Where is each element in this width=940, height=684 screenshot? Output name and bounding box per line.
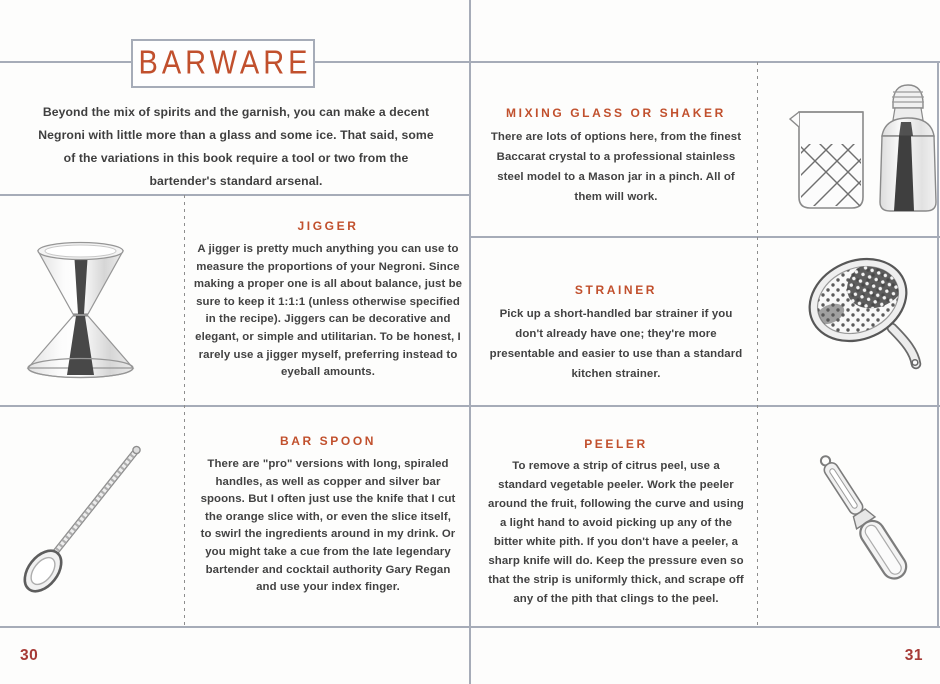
julep-strainer-illustration xyxy=(800,252,935,380)
chapter-title-box xyxy=(131,39,315,88)
section-heading-peeler: PEELER xyxy=(584,437,648,451)
page-number-right: 31 xyxy=(904,647,923,664)
section-heading-jigger: JIGGER xyxy=(297,219,359,233)
chapter-intro-text: Beyond the mix of spirits and the garnish, you can make a decent Negroni with little more than a glass and some ice. That said, some of the variations in this book require a tool or two from the bartender's standard arsenal. xyxy=(38,105,434,188)
right-row-rule-1 xyxy=(470,236,940,238)
section-body-mixing-glass: There are lots of options here, from the finest Baccarat crystal to a professional stainless steel model to a Mason jar in a pinch. All of them will work. xyxy=(490,131,742,203)
section-body-jigger: A jigger is pretty much anything you can use to measure the proportions of your Negroni. Since making a proper one is all about balance, just be sure to keep it 1:1:1 (unless otherwise specified in the recipe). Jiggers can be decorative and elegant, or simple and utilitarian. To be honest, I rarely use a jigger myself, preferring instead to eyeball amounts. xyxy=(193,243,463,379)
section-heading-mixing-glass: MIXING GLASS OR SHAKER xyxy=(506,106,726,120)
section-heading-strainer: STRAINER xyxy=(574,283,658,297)
section-body-peeler: To remove a strip of citrus peel, use a standard vegetable peeler. Work the peeler around the fruit, following the curve and using a light hand to avoid picking up any of the bitter white pith. If you don't have a peeler, a sharp knife will do. Keep the pressure even so that the strip is uniformly thick, and scrape off any of the pith that clings to the peel. xyxy=(488,460,744,605)
vegetable-peeler-illustration xyxy=(795,438,930,596)
section-body-bar-spoon: There are "pro" versions with long, spiraled handles, as well as copper and silver bar spoons. But I often just use the knife that I cut the orange slice with, or even the slice itself, to swirl the ingredients around in my drink. Or you might take a cue from the late legendary bartender and cocktail authority Gary Regan and use your index finger. xyxy=(200,458,456,594)
left-row-rule-1 xyxy=(0,194,470,196)
chapter-title: BARWARE xyxy=(138,44,312,82)
section-heading-bar-spoon: BAR SPOON xyxy=(279,434,377,448)
left-column-dashed-divider xyxy=(184,195,185,626)
jigger-illustration xyxy=(18,228,143,386)
section-body-strainer: Pick up a short-handled bar strainer if you don't already have one; they're more presentable and easier to use than a standard kitchen strainer. xyxy=(489,308,743,380)
spine-rule xyxy=(469,0,471,684)
page-number-left: 30 xyxy=(20,647,39,664)
right-column-dashed-divider xyxy=(757,62,758,626)
bar-spoon-illustration xyxy=(12,438,157,603)
mixing-glass-and-shaker-illustration xyxy=(788,80,938,222)
